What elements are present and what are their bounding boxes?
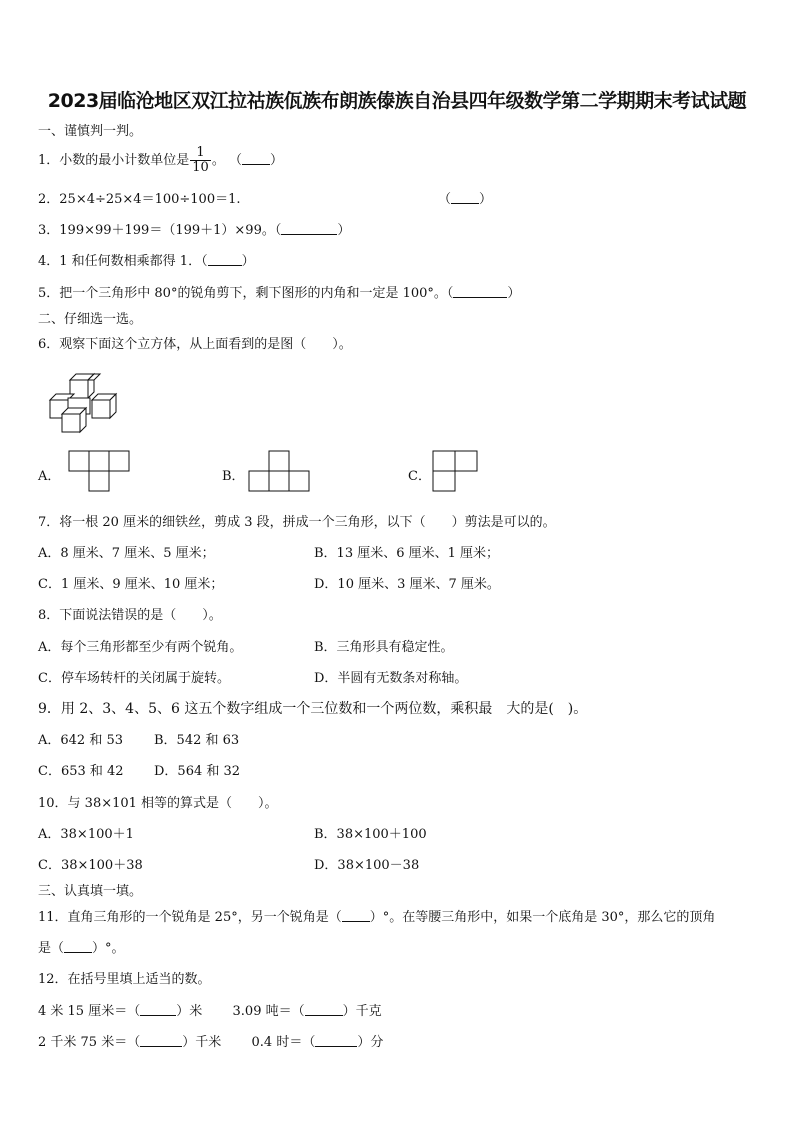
question-8-option-c[interactable]: C．停车场转杆的关闭属于旋转。: [38, 671, 230, 686]
fraction-numerator: 1: [190, 146, 211, 161]
question-11-line-1: [38, 906, 715, 925]
option-c-figure: [432, 450, 482, 492]
question-9-option-c[interactable]: C．653 和 42: [38, 764, 124, 779]
question-10-option-a[interactable]: A．38×100＋1: [38, 827, 134, 842]
paren-close: ）: [241, 254, 255, 269]
question-12: 12．在括号里填上适当的数。: [38, 972, 211, 987]
answer-blank[interactable]: [305, 1003, 343, 1016]
conversion-4-unit: ）分: [357, 1035, 384, 1050]
question-2-answer: [438, 188, 492, 207]
question-7-option-a[interactable]: A．8 厘米、7 厘米、5 厘米；: [38, 546, 215, 561]
cube-stack-figure: [44, 370, 128, 434]
question-8: 8．下面说法错误的是（ ）。: [38, 608, 222, 623]
conversion-2-left: 3.09 吨＝（: [232, 1004, 305, 1019]
question-10-option-b[interactable]: B．38×100＋100: [314, 827, 427, 842]
option-b-figure: [248, 450, 312, 492]
question-4: [38, 250, 255, 269]
question-1-paren-open: 。 （: [211, 153, 242, 168]
fraction-denominator: 10: [192, 160, 209, 175]
question-10: 10．与 38×101 相等的算式是（ ）。: [38, 796, 278, 811]
conversion-1-unit: ）米: [176, 1004, 203, 1019]
answer-blank[interactable]: [451, 191, 479, 204]
answer-blank[interactable]: [64, 940, 92, 953]
question-12-row-1: [38, 1000, 382, 1019]
question-5-text: 5．把一个三角形中 80°的锐角剪下，剩下图形的内角和一定是 100°。（: [38, 286, 454, 301]
question-1-text: 1．小数的最小计数单位是: [38, 153, 190, 168]
question-7: 7．将一根 20 厘米的细铁丝，剪成 3 段，拼成一个三角形，以下（ ）剪法是可以的。: [38, 515, 556, 530]
paren-close: ）: [507, 286, 521, 301]
paren-open: （: [438, 192, 452, 207]
question-8-option-a[interactable]: A．每个三角形都至少有两个锐角。: [38, 640, 243, 655]
option-a-figure: [68, 450, 132, 492]
answer-blank[interactable]: [342, 909, 370, 922]
question-11-text-b: ）°。在等腰三角形中，如果一个底角是 30°，那么它的顶角: [369, 910, 716, 925]
answer-blank[interactable]: [140, 1034, 182, 1047]
question-3-text: 3．199×99＋199＝（199＋1）×99。（: [38, 223, 282, 238]
question-3: [38, 219, 350, 238]
conversion-4-left: 0.4 时＝（: [251, 1035, 316, 1050]
conversion-3-unit: ）千米: [182, 1035, 222, 1050]
option-b-label: B．: [222, 469, 245, 484]
question-11-text-d: ）°。: [92, 941, 125, 956]
answer-blank[interactable]: [453, 285, 507, 298]
conversion-1-left: 4 米 15 厘米＝（: [38, 1004, 141, 1019]
option-c-label: C．: [408, 469, 431, 484]
question-9-option-b[interactable]: B．542 和 63: [154, 733, 240, 748]
question-11-text-c: 是（: [38, 941, 65, 956]
section-heading-2: 二、仔细选一选。: [38, 312, 143, 327]
page-title: 2023届临沧地区双江拉祜族佤族布朗族傣族自治县四年级数学第二学期期末考试试题: [47, 90, 747, 112]
question-7-option-c[interactable]: C．1 厘米、9 厘米、10 厘米；: [38, 577, 224, 592]
answer-blank[interactable]: [208, 253, 242, 266]
question-10-option-c[interactable]: C．38×100＋38: [38, 858, 143, 873]
question-6: 6．观察下面这个立方体，从上面看到的是图（ ）。: [38, 337, 352, 352]
question-1-paren-close: ）: [269, 153, 283, 168]
section-heading-1: 一、谨慎判一判。: [38, 124, 143, 139]
question-4-text: 4．1 和任何数相乘都得 1．（: [38, 254, 208, 269]
section-heading-3: 三、认真填一填。: [38, 884, 143, 899]
question-8-option-d[interactable]: D．半圆有无数条对称轴。: [314, 671, 468, 686]
fraction: [190, 146, 211, 175]
question-8-option-b[interactable]: B．三角形具有稳定性。: [314, 640, 454, 655]
answer-blank[interactable]: [315, 1034, 357, 1047]
question-10-option-d[interactable]: D．38×100－38: [314, 858, 420, 873]
paren-close: ）: [479, 192, 493, 207]
question-9-option-a[interactable]: A．642 和 53: [38, 733, 124, 748]
question-11-line-2: [38, 937, 125, 956]
conversion-2-unit: ）千克: [342, 1004, 382, 1019]
question-11-text-a: 11．直角三角形的一个锐角是 25°，另一个锐角是（: [38, 910, 342, 925]
question-5: [38, 282, 520, 301]
question-12-row-2: [38, 1031, 383, 1050]
question-7-option-b[interactable]: B．13 厘米、6 厘米、1 厘米；: [314, 546, 500, 561]
question-9: 9．用 2、3、4、5、6 这五个数字组成一个三位数和一个两位数，乘积最 大的是( )。: [38, 701, 588, 717]
answer-blank[interactable]: [281, 222, 337, 235]
paren-close: ）: [337, 223, 351, 238]
answer-blank[interactable]: [242, 152, 270, 165]
conversion-3-left: 2 千米 75 米＝（: [38, 1035, 141, 1050]
question-2-text: 2．25×4÷25×4＝100÷100＝1.: [38, 192, 241, 207]
question-1: [38, 146, 283, 175]
question-7-option-d[interactable]: D．10 厘米、3 厘米、7 厘米。: [314, 577, 500, 592]
answer-blank[interactable]: [140, 1003, 176, 1016]
question-9-option-d[interactable]: D．564 和 32: [154, 764, 241, 779]
option-a-label: A．: [38, 469, 61, 484]
question-2: [38, 188, 241, 207]
